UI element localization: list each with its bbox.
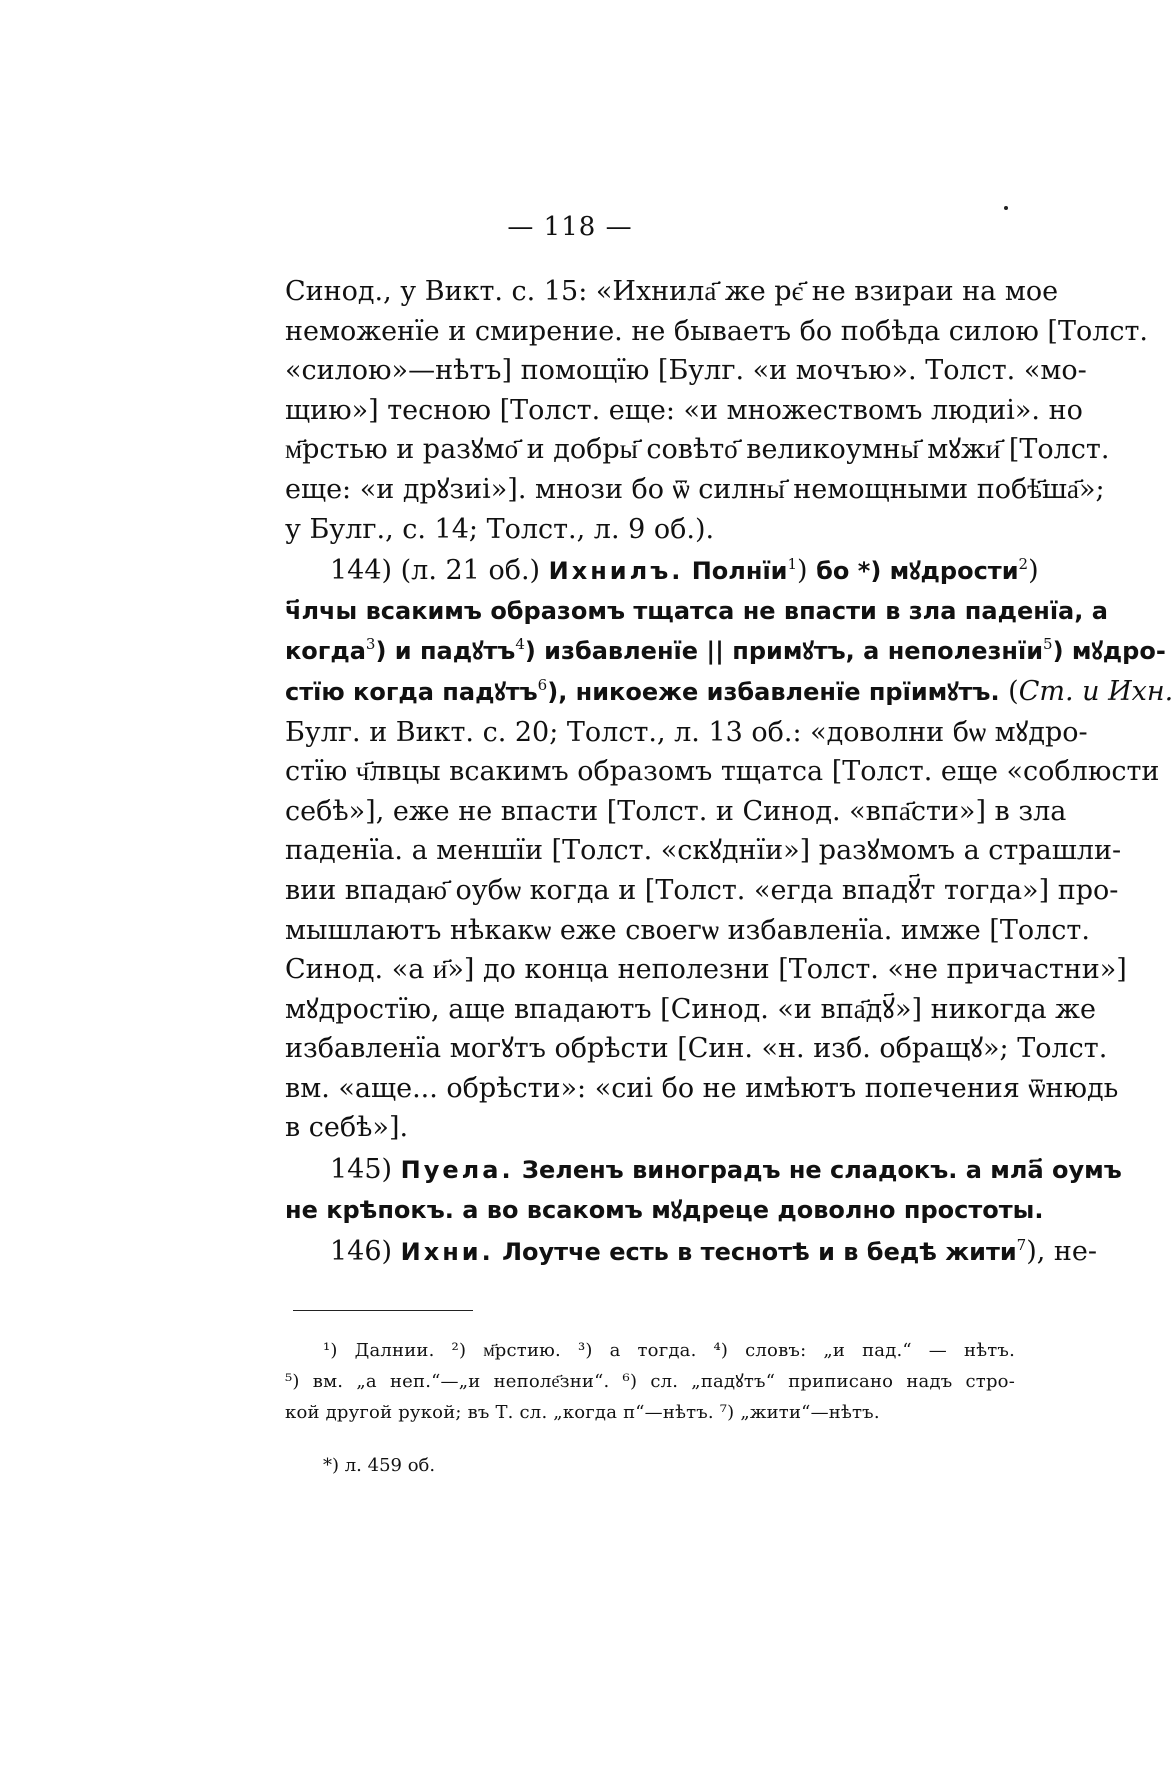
slavonic-text: бо *) мꙋдрости — [816, 557, 1019, 586]
footnote-line: кой другой рукой; въ Т. сл. „когда п“—нѣтъ. ⁷) „жити“—нѣтъ. — [285, 1402, 880, 1423]
slavonic-text: Полнїи — [683, 557, 788, 586]
punct: ), не- — [1026, 1236, 1098, 1268]
paragraph-145-line — [285, 1150, 1122, 1191]
slavonic-text: стїю когда падꙋтъ — [285, 677, 538, 706]
paragraph-144-line: 144) (л. 21 об.) Ихнилъ. Полнїи$^1$) бо *) мꙋдрости$^2$) — [330, 555, 1039, 587]
text-line: щию»] тесною [Толст. еще: «и множествомъ людиі». но — [285, 394, 1083, 426]
text-line: м҃рстью и разꙋмо҃ и добры҃ совѣто҃ великоумны҃ мꙋжи҃ [Толст. — [285, 434, 1110, 466]
paragraph-145-line: не крѣпокъ. а во всакомъ мꙋдреце доволно простоты. — [285, 1195, 1044, 1224]
slavonic-text: ) мꙋдро- — [1052, 637, 1166, 666]
footnote-divider — [293, 1310, 473, 1311]
paragraph-144-line: ч҃лчы всакимъ образомъ тщатса не впасти в зла паденїа, а — [285, 596, 1108, 625]
punct: ) — [1028, 555, 1039, 587]
footnote-line: ¹) Далнии. ²) м҃рстию. ³) а тогда. ⁴) словъ: „и пад.“ — нѣтъ. — [323, 1340, 1015, 1361]
slavonic-text: ) и падꙋтъ — [375, 637, 516, 666]
slavonic-text: когда — [285, 637, 366, 666]
text-line: вии впадаю҃ оубѡ когда и [Толст. «егда впадꙋ҃т тогда»] про- — [285, 874, 1119, 906]
text-line: себѣ»], еже не впасти [Толст. и Синод. «впа҃сти»] в зла — [285, 795, 1067, 827]
slavonic-text: ) избавленїе || примꙋтъ, а неполезнїи — [524, 637, 1044, 666]
paragraph-144-line — [285, 672, 1173, 713]
footnote-ref: 6 — [537, 675, 548, 694]
footnote-ref: 7 — [1016, 1236, 1027, 1255]
footnote-line: ⁵) вм. „а неп.“—„и неполе҃зни“. ⁶) сл. „падꙋтъ“ приписано надъ стро- — [285, 1371, 1015, 1392]
text-line: мышлаютъ нѣкакѡ еже своегѡ избавленїа. имже [Толст. — [285, 914, 1090, 946]
slavonic-text: Зеленъ виноградъ не сладокъ. а мла҃ оумъ — [513, 1156, 1122, 1185]
footnote-ref: 3 — [365, 635, 376, 654]
ink-speck — [1004, 206, 1008, 210]
text-line: неможенїе и смирение. не бываетъ бо побѣда силою [Толст. — [285, 315, 1148, 347]
text-line: Синод., у Викт. с. 15: «Ихнила҃ же рє҃ не взираи на мое — [285, 276, 1059, 307]
text-line: избавленїа могꙋтъ обрѣсти [Син. «н. изб. обращꙋ»; Толст. — [285, 1033, 1108, 1065]
text-line: Синод. «а и҃»] до конца неполезни [Толст. «не причастни»] — [285, 954, 1127, 986]
footnotes — [285, 1335, 1015, 1428]
footnote-ref: 1 — [787, 555, 798, 574]
text-line: стїю ч҃лвцы всакимъ образомъ тщатса [Толст. еще «соблюсти — [285, 756, 1160, 788]
text-line: вм. «аще... обрѣсти»: «сиі бо не имѣютъ попечения ѿнюдь — [285, 1072, 1119, 1104]
paragraph-146-line — [285, 1232, 1098, 1273]
text-line: в себѣ»]. — [285, 1112, 409, 1144]
footnote-ref: 2 — [1018, 555, 1029, 574]
entry-number: 144) (л. 21 об.) — [330, 555, 549, 587]
speaker-name: Пуела. — [400, 1156, 514, 1185]
text-line: еще: «и дрꙋзиі»]. мнози бо ѿ силны҃ немощными побѣ҃ша҃»; — [285, 473, 1105, 505]
entry-number: 145) — [330, 1154, 401, 1186]
main-text — [285, 272, 1173, 1273]
entry-number: 146) — [330, 1236, 401, 1268]
text-line: у Булг., с. 14; Толст., л. 9 об.). — [285, 513, 715, 545]
speaker-name: Ихнилъ. — [548, 557, 684, 586]
footnote-ref: 4 — [515, 635, 525, 654]
text-line: мꙋдростїю, аще впадаютъ [Синод. «и впа҃дꙋ҃»] никогда же — [285, 993, 1096, 1025]
page-number: — 118 — — [507, 212, 633, 242]
speaker-name: Ихни. — [400, 1238, 494, 1267]
text-line: «силою»—нѣтъ] помощїю [Булг. «и мочъю». Толст. «мо- — [285, 355, 1087, 387]
text-line: паденїа. а меншїи [Толст. «скꙋднїи»] разꙋмомъ а страшли- — [285, 835, 1122, 867]
slavonic-text: ), никоеже избавленїе прїимꙋтъ. — [547, 677, 1000, 706]
punct: ( — [999, 675, 1019, 707]
source-abbrev: Ст. и Ихн. — [1018, 675, 1173, 707]
slavonic-text: Лоутче есть в теснотѣ и в бедѣ жити — [493, 1238, 1017, 1267]
manuscript-sheet-note: *) л. 459 об. — [323, 1455, 436, 1476]
footnote-ref: 5 — [1043, 635, 1053, 654]
text-line: Булг. и Викт. с. 20; Толст., л. 13 об.: «доволни бѡ мꙋдро- — [285, 716, 1088, 748]
paragraph-144-line — [285, 631, 1166, 672]
